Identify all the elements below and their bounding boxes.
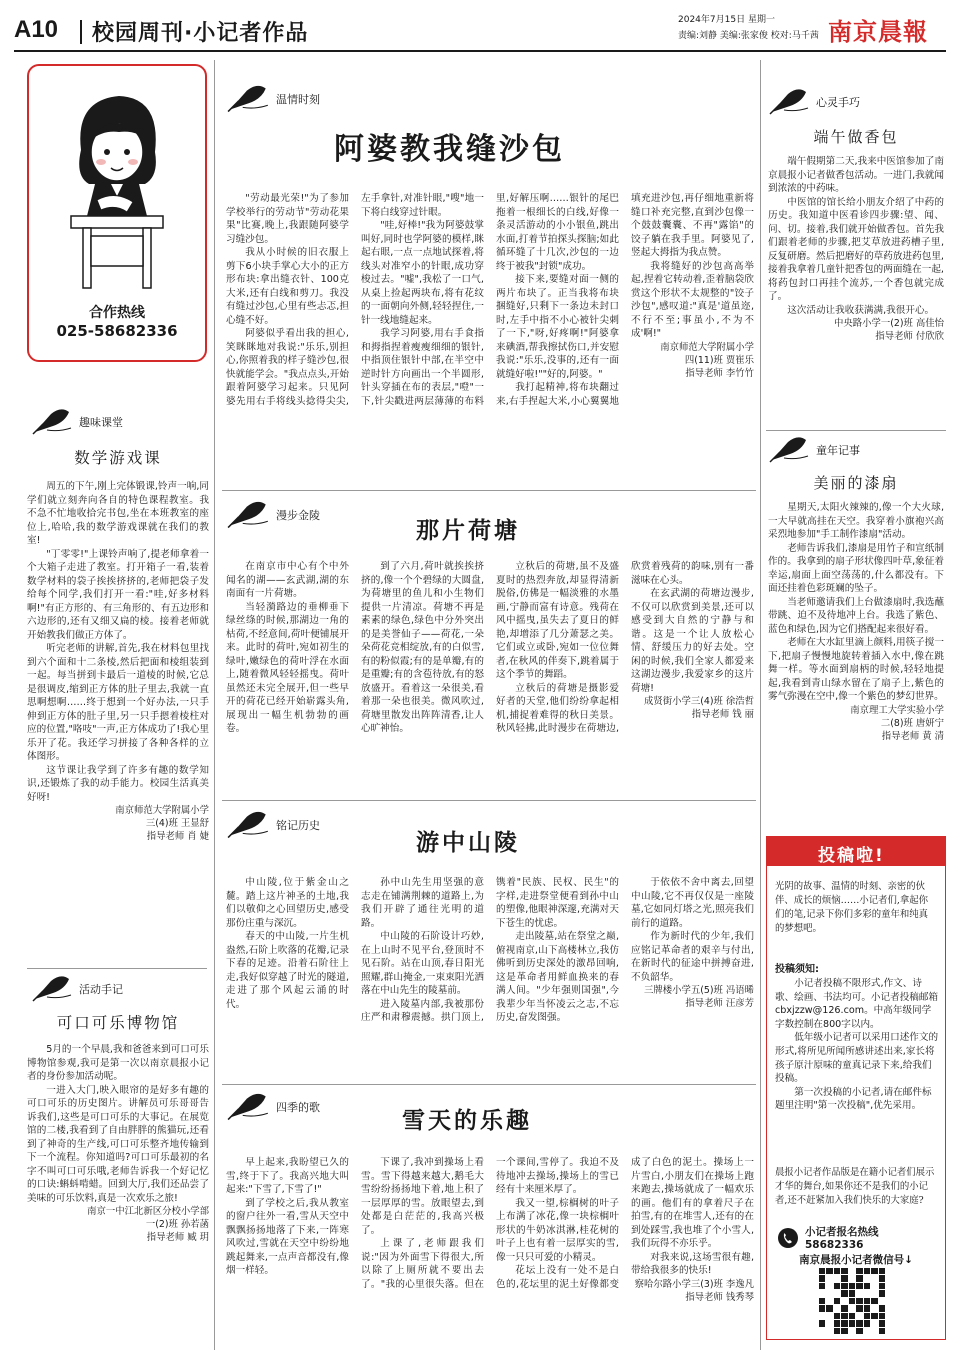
qr-module xyxy=(856,1313,862,1319)
hotline-box xyxy=(27,64,207,362)
paragraph: 于依依不舍中离去,回望中山陵,它不再仅仅是一座陵墓,它如同灯塔之光,照亮我们前行的道路。 xyxy=(631,877,754,929)
qr-module xyxy=(856,1290,862,1296)
teacher-name: 指导老师 肖 婕 xyxy=(146,831,209,842)
article-title: 端午做香包 xyxy=(813,128,899,146)
qr-module xyxy=(834,1328,840,1334)
qr-module xyxy=(826,1290,832,1296)
student-name: 二(8)班 唐妍宁 xyxy=(880,717,944,729)
paragraph: 进入陵墓内部,我被那份庄严和肃穆震撼。拱门顶上,镌着"民族、民权、民生"的字样,走进祭堂便看到孙中山的塑像,他眼神深邃,充满对天下苍生的忧虑。 xyxy=(361,877,619,1023)
submission-box xyxy=(766,866,946,1340)
student-name: 四(11)班 贾崔乐 xyxy=(684,354,754,366)
pen-feather-icon xyxy=(226,500,272,530)
teacher-name: 指导老师 付欣欣 xyxy=(875,331,944,342)
byline xyxy=(768,317,944,343)
qr-module xyxy=(849,1313,855,1319)
qr-module xyxy=(871,1275,877,1281)
qr-module xyxy=(879,1283,885,1289)
paragraph: 这节课让我学到了许多有趣的数学知识,还锻炼了我的动手能力。校园生活真美好呀! xyxy=(27,764,209,803)
pen-feather-icon xyxy=(768,436,812,464)
qr-module xyxy=(879,1313,885,1319)
column-divider xyxy=(760,60,761,1350)
submission-notice xyxy=(775,960,939,1113)
paragraph: 下课了,我冲到操场上看雪。雪下得越来越大,鹅毛大雪纷纷扬扬地下着,地上积了一层厚厚的雪。放眼望去,到处都是白茫茫的,我高兴极了。 xyxy=(361,1157,484,1236)
qr-module xyxy=(864,1305,870,1311)
paragraph: 我学习阿婆,用右手食指和拇指捏着瘦瘦细细的银针,中指顶住银针中部,在半空中逆时针方向画出一个半圆形,针头穿插在布的表层,"噔"一下,针尖戳进两层薄薄的布料里,好解压啊……银针的尾巴拖着一根细长的白线,好像一条灵活游动的小小银鱼,跳出水面,打着节拍探头探脑;如此循环缝了十几次,沙包的一边终于被我"封锁"成功。 xyxy=(361,193,619,407)
paragraph: "哇,好棒!"我为阿婆鼓掌叫好,同时也学阿婆的模样,眯起右眼,一点一点地试探着,将线头对准窄小的针眼,成功穿梭过去。"嘘",我松了一口气,从桌上捡起两块布,将有花纹的一面朝向外侧,轻轻捏住,一针一线地缝起来。 xyxy=(361,220,484,326)
wechat-label: 南京晨报小记者微信号↓ xyxy=(799,1254,913,1266)
student-name: 成贤街小学三(4)班 徐浩哲 xyxy=(643,696,754,707)
qr-module xyxy=(841,1313,847,1319)
paragraph: 我将缝好的沙包高高举起,捏着它转动着,歪着脑袋欣赏这个形状不太规整的"饺子沙包",感叹道:"真是'道虽迩,不行不至;事虽小,不为不成'啊!" xyxy=(631,260,754,339)
paragraph: 到了六月,荷叶就挨挨挤挤的,像一个个碧绿的大圆盘,为荷塘里的鱼儿和小生物们提供一片清凉。荷塘不再是素素的绿色,绿色中分外突出的是美誉仙子——荷花,一朵朵荷花竞相绽放,有的白似雪,有的粉似霞;有的是单瓣,有的是重瓣;有的含苞待放,有的怒放盛开。看着这一朵很美,看着那一朵也很美。微风吹过,荷塘里散发出阵阵清香,让人心旷神怡。 xyxy=(361,561,484,734)
qr-module xyxy=(819,1290,825,1296)
byline xyxy=(631,341,754,380)
qr-module xyxy=(864,1298,870,1304)
pen-feather-icon xyxy=(226,810,272,840)
qr-module xyxy=(856,1275,862,1281)
paragraph: 老师在大水缸里滴上颜料,用筷子搅一下,把扇子慢慢地旋转着插入水中,像在跳舞一样。等水面到扇柄的时候,轻轻地提起,我看到青山绿水留在了扇子上,紫色的雾气弥漫在空中,像一个紫色的梦幻世界。 xyxy=(768,637,944,702)
notice-item: 低年级小记者可以采用口述作文的形式,将所见所闻所感讲述出来,家长将孩子原汁原味的童真记录下来,给我们投稿。 xyxy=(775,1032,939,1085)
signup-hotline xyxy=(777,1224,937,1251)
byline xyxy=(631,1278,754,1304)
article-body xyxy=(226,1156,754,1352)
divider xyxy=(222,490,756,491)
column-tag-label: 趣味课堂 xyxy=(79,416,123,429)
divider xyxy=(27,968,207,969)
qr-module xyxy=(849,1283,855,1289)
paragraph: 阿婆似乎看出我的担心,笑眯眯地对我说:"乐乐,别担心,你照着我的样子缝沙包,很快就能学会。"我点点头,开始跟着阿婆学习起来。只见阿婆先用右手将线头捻得尖尖,左手拿针,对准针眼,"嗖"地一下将白线穿过针眼。 xyxy=(226,193,484,407)
article-body xyxy=(226,192,754,537)
pen-feather-icon xyxy=(226,1092,272,1122)
qr-module xyxy=(834,1275,840,1281)
column-tag xyxy=(226,84,754,114)
paragraph: 对我来说,这场雪很有趣,带给我很多的快乐! xyxy=(631,1251,754,1276)
byline xyxy=(768,704,944,743)
article-title: 美丽的漆扇 xyxy=(813,474,899,492)
paragraph: 中山陵的石阶设计巧妙,在上山时不见平台,登顶时不见石阶。站在山顶,春日阳光照耀,群山掩金,一束束阳光洒落在中山先生的陵墓前。 xyxy=(361,931,484,996)
student-name: 中央路小学一(2)班 高佳怡 xyxy=(833,318,944,329)
paragraph: 中山陵,位于紫金山之麓。踏上这片神圣的土地,我们以敬仰之心回望历史,感受那份庄重与深沉。 xyxy=(226,877,349,929)
paragraph: 一进入大门,映入眼帘的是好多有趣的可口可乐的历史图片。讲解员可乐哥哥告诉我们,这些是可口可乐的大事记。在展览馆的二楼,我看到了自由胖胖的熊猫玩,还看到了神奇的生产线,可口可乐整齐地传输到下一个流程。你知道吗?可口可乐最初的名字不叫可口可乐哦,老师告诉我一个好记忆的口诀:蝌蚪啃蜡。回到大厅,我们还品尝了美味的可乐饮料,真是一次欢乐之旅! xyxy=(27,1084,209,1204)
notice-item: 小记者投稿不限形式,作文、诗歌、绘画、书法均可。小记者投稿邮箱 cbxjzzw@126.com。中高年级同学字数控制在800字以内。 xyxy=(775,978,939,1030)
qr-module xyxy=(856,1283,862,1289)
paragraph: 听完老师的讲解,首先,我在材料包里找到六个面和十二条棱,然后把面和棱组装到一起。每当拼到卡最后一道棱的时候,它总是很调皮,缩到正方体的肚子里去,我就一直思啊想啊……终于想到一个好办法,一只手伸到正方体的肚子里,另一只手摁着棱柱对应的位置,"咯吱"一声,正方体成功了!我心里乐开了花。我还学习拼接了各种各样的立体图形。 xyxy=(27,643,209,762)
qr-module xyxy=(871,1283,877,1289)
teacher-name: 指导老师 臧 玥 xyxy=(146,1232,209,1243)
qr-module xyxy=(864,1268,870,1274)
submission-heading: 投稿啦! xyxy=(766,836,946,866)
qr-module xyxy=(864,1328,870,1334)
qr-module xyxy=(856,1320,862,1326)
article-math-game xyxy=(27,408,209,843)
paragraph: 星期天,太阳火辣辣的,像一个大火球,一大早就高挂在天空。我穿着小旗袍兴高采烈地参加"手工制作漆扇"活动。 xyxy=(768,502,944,540)
article-body xyxy=(27,1043,209,1205)
qr-module xyxy=(849,1290,855,1296)
column-tag-label: 铭记历史 xyxy=(276,819,320,832)
qr-module xyxy=(826,1313,832,1319)
editor-credits: 责编:刘静 美编:张家俊 校对:马千茜 xyxy=(678,31,819,41)
article-body xyxy=(768,501,944,704)
qr-module xyxy=(849,1268,855,1274)
paragraph: 当轻漪路边的垂柳垂下绿丝绦的时候,那湖边一角的枯荷,不经意间,荷叶便铺展开来。此时的荷叶,宛如初生的绿叶,嫩绿色的荷叶浮在水面上,随着微风轻轻摇曳。荷叶虽然还未完全展开,但一些早开的荷花已经开始崭露头角,展现出一幅生机勃勃的画卷。 xyxy=(226,601,349,734)
qr-module xyxy=(834,1305,840,1311)
paragraph: 当老师邀请我们上台做漆扇时,我选蘸带跳、迫不及待地冲上台。我选了紫色、蓝色和绿色,因为它们搭配起来很好看。 xyxy=(768,596,944,635)
qr-module xyxy=(826,1268,832,1274)
article-snow-day xyxy=(226,1092,754,1303)
qr-module xyxy=(826,1298,832,1304)
qr-module xyxy=(841,1283,847,1289)
paragraph: 接下来,要缝对面一侧的两片布块了。正当我将布块捆缝好,只剩下一条边未封口时,左手中指不小心被针尖刺了一下,"呀,好疼啊!"阿婆拿来碘酒,帮我擦拭伤口,并安慰我说:"乐乐,没事的,还有一面就缝好啦!""好的,阿婆。" xyxy=(496,274,619,380)
qr-module xyxy=(819,1298,825,1304)
qr-code[interactable] xyxy=(819,1268,885,1334)
pen-feather-icon xyxy=(768,88,812,116)
qr-module xyxy=(849,1328,855,1334)
qr-module xyxy=(849,1275,855,1281)
column-tag xyxy=(768,436,944,464)
article-title: 阿婆教我缝沙包 xyxy=(334,132,565,167)
qr-module xyxy=(841,1328,847,1334)
notice-title: 投稿须知: xyxy=(775,964,819,975)
paragraph: 我又一望,棕榈树的叶子上布满了冰花,像一块棕榈叶形状的牛奶冰淇淋,桂花树的叶子上也有着一层厚实的雪,像一只只可爱的小精灵。 xyxy=(496,1197,619,1263)
qr-module xyxy=(819,1320,825,1326)
column-divider xyxy=(214,60,215,1350)
qr-module xyxy=(826,1320,832,1326)
byline xyxy=(631,984,754,1010)
divider xyxy=(222,1084,756,1085)
article-dragon-boat-sachet xyxy=(768,88,944,343)
qr-module xyxy=(879,1320,885,1326)
paragraph: "丁零零!"上课铃声响了,提老师拿着一个大箱子走进了教室。打开箱子一看,装着数学材料的袋子挨挨挤挤的,老师把袋子发给每个同学,我们打开一看:"哇,好多材料啊!"有正方形的、有三角形的、有五边形和六边形的,还有又细又扁的棱。接着老师就开始教我们做正方体了。 xyxy=(27,548,209,641)
masthead xyxy=(14,10,946,52)
qr-module xyxy=(879,1290,885,1296)
article-body xyxy=(226,560,754,810)
qr-module xyxy=(879,1268,885,1274)
paragraph: "劳动最光荣!"为了参加学校举行的劳动节"劳动花果果"比赛,晚上,我跟随阿婆学习缝沙包。 xyxy=(226,193,349,245)
pen-feather-icon xyxy=(226,84,272,114)
column-tag xyxy=(31,975,209,1003)
byline xyxy=(27,1205,209,1244)
byline xyxy=(27,804,209,843)
qr-module xyxy=(826,1305,832,1311)
signup-hotline-number: 58682336 xyxy=(805,1239,864,1251)
paragraph: 走出陵墓,站在祭堂之巅,俯视南京,山下高楼林立,我仿佛听到历史深处的激昂回响,这是革命者用鲜血换来的春满人间。"少年强则国强",今我辈少年当怀凌云之志,不忘历史,奋发图强。 xyxy=(496,931,619,1023)
notice-item: 第一次投稿的小记者,请在邮件标题里注明"第一次投稿",优先采用。 xyxy=(775,1086,932,1112)
paragraph: 作为新时代的少年,我们应铭记革命者的艰辛与付出,在新时代的征途中拼搏奋进,不负韶华。 xyxy=(631,931,754,983)
girl-writing-illustration xyxy=(67,86,167,296)
paragraph: 在玄武湖的荷塘边漫步,不仅可以欣赏到美景,还可以感受到大自然的宁静与和谐。这是一个让人放松心情、舒缓压力的好去处。空闲的时候,我们全家人都爱来这湖边漫步,我爱家乡的这片荷塘! xyxy=(631,588,754,694)
paragraph: 我打起精神,将布块翻过来,右手捏起大米,小心翼翼地填充进沙包,再仔细地重新将缝口补充完整,直到沙包像一个鼓鼓囊囊、不再"露馅"的饺子躺在我手里。阿婆见了,竖起大拇指为我点赞。 xyxy=(496,193,754,407)
student-name: 三牌楼小学五(5)班 冯语晞 xyxy=(643,985,754,996)
qr-module xyxy=(826,1283,832,1289)
student-name: 察哈尔路小学三(3)班 李逸凡 xyxy=(634,1278,754,1290)
qr-module xyxy=(841,1298,847,1304)
qr-module xyxy=(849,1298,855,1304)
qr-module xyxy=(871,1305,877,1311)
paragraph: 春天的中山陵,一片生机盎然,石阶上吹落的花瓣,记录下春的足迹。沿着石阶往上走,我好似穿越了时光的隧道,走进了那个风起云涌的时代。 xyxy=(226,931,349,1010)
paragraph: 5月的一个早晨,我和爸爸来到可口可乐博物馆参观,我可是第一次以南京晨报小记者的身份参加活动呢。 xyxy=(27,1044,209,1082)
qr-module xyxy=(819,1283,825,1289)
hotline-label: 合作热线 xyxy=(89,305,145,321)
phone-icon xyxy=(777,1227,799,1249)
article-lacquer-fan xyxy=(768,436,944,743)
qr-module xyxy=(834,1268,840,1274)
article-title: 游中山陵 xyxy=(416,829,520,856)
article-title: 可口可乐博物馆 xyxy=(56,1014,180,1032)
article-body xyxy=(768,155,944,317)
qr-module xyxy=(864,1320,870,1326)
qr-module xyxy=(849,1320,855,1326)
qr-module xyxy=(871,1298,877,1304)
divider xyxy=(766,430,946,431)
qr-module xyxy=(879,1275,885,1281)
school-name: 南京师范大学附属小学 xyxy=(660,341,754,353)
school-name: 南京师范大学附属小学 xyxy=(115,805,209,816)
article-sandbag xyxy=(226,84,754,407)
qr-module xyxy=(871,1320,877,1326)
article-title: 雪天的乐趣 xyxy=(402,1107,532,1134)
student-name: 一(2)班 孙若菡 xyxy=(145,1219,209,1230)
hotline-number: 025-58682336 xyxy=(56,322,178,340)
qr-module xyxy=(871,1328,877,1334)
qr-module xyxy=(856,1298,862,1304)
byline xyxy=(631,695,754,721)
paragraph: 花坛上没有一处不是白色的,花坛里的泥土好像都变成了白色的泥土。操场上一片雪白,小朋友们在操场上跑来跑去,操场就成了一幅欢乐的画。他们有的拿着尺子在拍雪,有的在堆雪人,还有的在到处踩雪,我也堆了个小雪人,我们玩得不亦乐乎。 xyxy=(496,1157,754,1290)
paragraph: 在南京市中心有个中外闻名的湖——玄武湖,湖的东南面有一片荷塘。 xyxy=(226,561,349,599)
paragraph: 立秋后的荷塘,虽不及盛夏时的热烈奔放,却显得清新脱俗,仿佛是一幅淡雅的水墨画,宁静而富有诗意。残荷在风中摇曳,虽失去了夏日的鲜艳,却增添了几分萧瑟之美。它们或立或卧,宛如一位位舞者,在秋风的伴奏下,跳着属于这个季节的舞蹈。 xyxy=(496,561,619,680)
qr-module xyxy=(826,1328,832,1334)
paragraph: 立秋后的荷塘是摄影爱好者的天堂,他们纷纷拿起相机,捕捉着难得的秋日美景。秋风轻拂,此时漫步在荷塘边,欣赏着残荷的韵味,别有一番滋味在心头。 xyxy=(496,561,754,734)
column-tag-label: 童年记事 xyxy=(816,444,860,457)
issue-date: 2024年7月15日 星期一 xyxy=(678,15,775,25)
qr-module xyxy=(856,1328,862,1334)
qr-module xyxy=(841,1268,847,1274)
teacher-name: 指导老师 李竹竹 xyxy=(685,367,754,379)
school-name: 南京理工大学实验小学 xyxy=(850,704,944,716)
paragraph: 早上起来,我盼望已久的雪,终于下了。我高兴地大叫起来:"下雪了,下雪了!" xyxy=(226,1157,349,1195)
paragraph: 老师告诉我们,漆扇是用竹子和宣纸制作的。我拿到的扇子形状像四叶草,象征着幸运,扇面上面空荡荡的,什么都没有。下面还挂着色彩斑斓的坠子。 xyxy=(768,542,944,594)
qr-module xyxy=(856,1305,862,1311)
submission-outro: 晨报小记者作品版是在籍小记者们展示才华的舞台,如果你还不是我们的小记者,还不赶紧加入我们快乐的大家庭? xyxy=(775,1167,935,1206)
qr-module xyxy=(834,1283,840,1289)
teacher-name: 指导老师 汪彦芳 xyxy=(685,998,754,1009)
qr-module xyxy=(864,1283,870,1289)
qr-module xyxy=(819,1275,825,1281)
paragraph: 孙中山先生用坚强的意志走在铺满荆棘的道路上,为我们开辟了通往光明的道路。 xyxy=(361,877,484,929)
qr-module xyxy=(841,1290,847,1296)
column-tag xyxy=(768,88,944,116)
teacher-name: 指导老师 钱 丽 xyxy=(691,709,754,720)
qr-module xyxy=(871,1313,877,1319)
paragraph: 我从小时候的旧衣服上剪下6小块手掌心大小的正方形布块:拿出缝衣针、100克大米,还有白线和剪刀。我没有缝过沙包,心里有些忐忑,担心缝不好。 xyxy=(226,247,349,326)
qr-module xyxy=(819,1313,825,1319)
qr-module xyxy=(879,1298,885,1304)
student-name: 三(4)班 王显舒 xyxy=(145,818,209,829)
qr-module xyxy=(879,1328,885,1334)
column-tag-label: 温情时刻 xyxy=(276,93,320,106)
article-lotus-pond xyxy=(226,500,754,734)
qr-module xyxy=(856,1268,862,1274)
school-name: 南京一中江北新区分校小学部 xyxy=(87,1206,209,1217)
qr-module xyxy=(819,1268,825,1274)
qr-module xyxy=(864,1290,870,1296)
qr-module xyxy=(841,1275,847,1281)
article-body xyxy=(226,876,754,1076)
qr-module xyxy=(841,1305,847,1311)
article-cola-museum xyxy=(27,975,209,1244)
article-zhongshan xyxy=(226,810,754,1023)
column-tag-label: 四季的歌 xyxy=(276,1101,320,1114)
column-tag xyxy=(31,408,209,436)
qr-module xyxy=(871,1290,877,1296)
divider xyxy=(222,800,756,801)
qr-module xyxy=(826,1275,832,1281)
qr-module xyxy=(834,1313,840,1319)
newspaper-logo: 南京晨報 xyxy=(828,17,928,46)
column-tag-label: 漫步金陵 xyxy=(276,509,320,522)
qr-module xyxy=(871,1268,877,1274)
article-title: 数学游戏课 xyxy=(74,449,162,467)
paragraph: 中医馆的馆长给小朋友介绍了中药的历史。我知道中医看诊四步骤:望、闻、问、切。接着,我们就开始做香包。首先我们跟着老师的步骤,把艾草放进药槽子里,反复研磨。然后把磨好的草药放进药包里,接着我拿着几童针把香包的两面缝在一起,将药包封口再挂个流苏,一个香包就完成了。 xyxy=(768,196,944,302)
article-title: 那片荷塘 xyxy=(416,517,520,544)
qr-module xyxy=(834,1298,840,1304)
column-tag-label: 活动手记 xyxy=(79,983,123,996)
qr-module xyxy=(834,1290,840,1296)
paragraph: 这次活动让我收获满满,我很开心。 xyxy=(787,304,935,316)
section-title: 校园周刊·小记者作品 xyxy=(92,21,309,46)
qr-module xyxy=(819,1305,825,1311)
signup-hotline-label: 小记者报名热线 xyxy=(805,1226,879,1238)
qr-module xyxy=(841,1320,847,1326)
paragraph: 到了学校之后,我从教室的窗户往外一看,雪从天空中飘飘扬扬地落了下来,一阵寒风吹过,雪就在天空中纷纷地跳起舞来,一点声音都没有,像烟一样轻。 xyxy=(226,1197,349,1276)
qr-module xyxy=(834,1320,840,1326)
qr-module xyxy=(864,1275,870,1281)
paragraph: 上课了,老师跟我们说:"因为外面雪下得很大,所以除了上厕所就不要出去了。"我的心里很失落。但在一个课间,雪停了。我迫不及待地冲去操场,操场上的雪已经有十来厘米厚了。 xyxy=(361,1157,619,1290)
submission-intro: 光阴的故事、温情的时刻、亲密的伙伴、成长的烦恼……小记者们,拿起你们的笔,记录下你们多彩的童年和纯真的梦想吧。 xyxy=(775,881,928,934)
qr-module xyxy=(849,1305,855,1311)
qr-module xyxy=(819,1328,825,1334)
column-tag-label: 心灵手巧 xyxy=(816,96,860,109)
paragraph: 端午假期第二天,我来中医馆参加了南京晨报小记者做香包活动。一进门,我就闻到浓浓的中药味。 xyxy=(768,156,944,194)
teacher-name: 指导老师 钱秀琴 xyxy=(685,1291,754,1303)
article-body xyxy=(27,480,209,804)
qr-module xyxy=(879,1305,885,1311)
masthead-divider xyxy=(80,20,82,44)
page-number: A10 xyxy=(14,16,59,43)
paragraph: 周五的下午,刚上完体锻课,铃声一响,同学们就立刻奔向各自的特色课程教室。我不急不忙地收拾完书包,坐在本班教室的座位上,哈哈,我的数学游戏课就在我们的教室! xyxy=(27,481,209,546)
pen-feather-icon xyxy=(31,408,75,436)
teacher-name: 指导老师 黄 清 xyxy=(881,730,944,742)
qr-module xyxy=(864,1313,870,1319)
pen-feather-icon xyxy=(31,975,75,1003)
